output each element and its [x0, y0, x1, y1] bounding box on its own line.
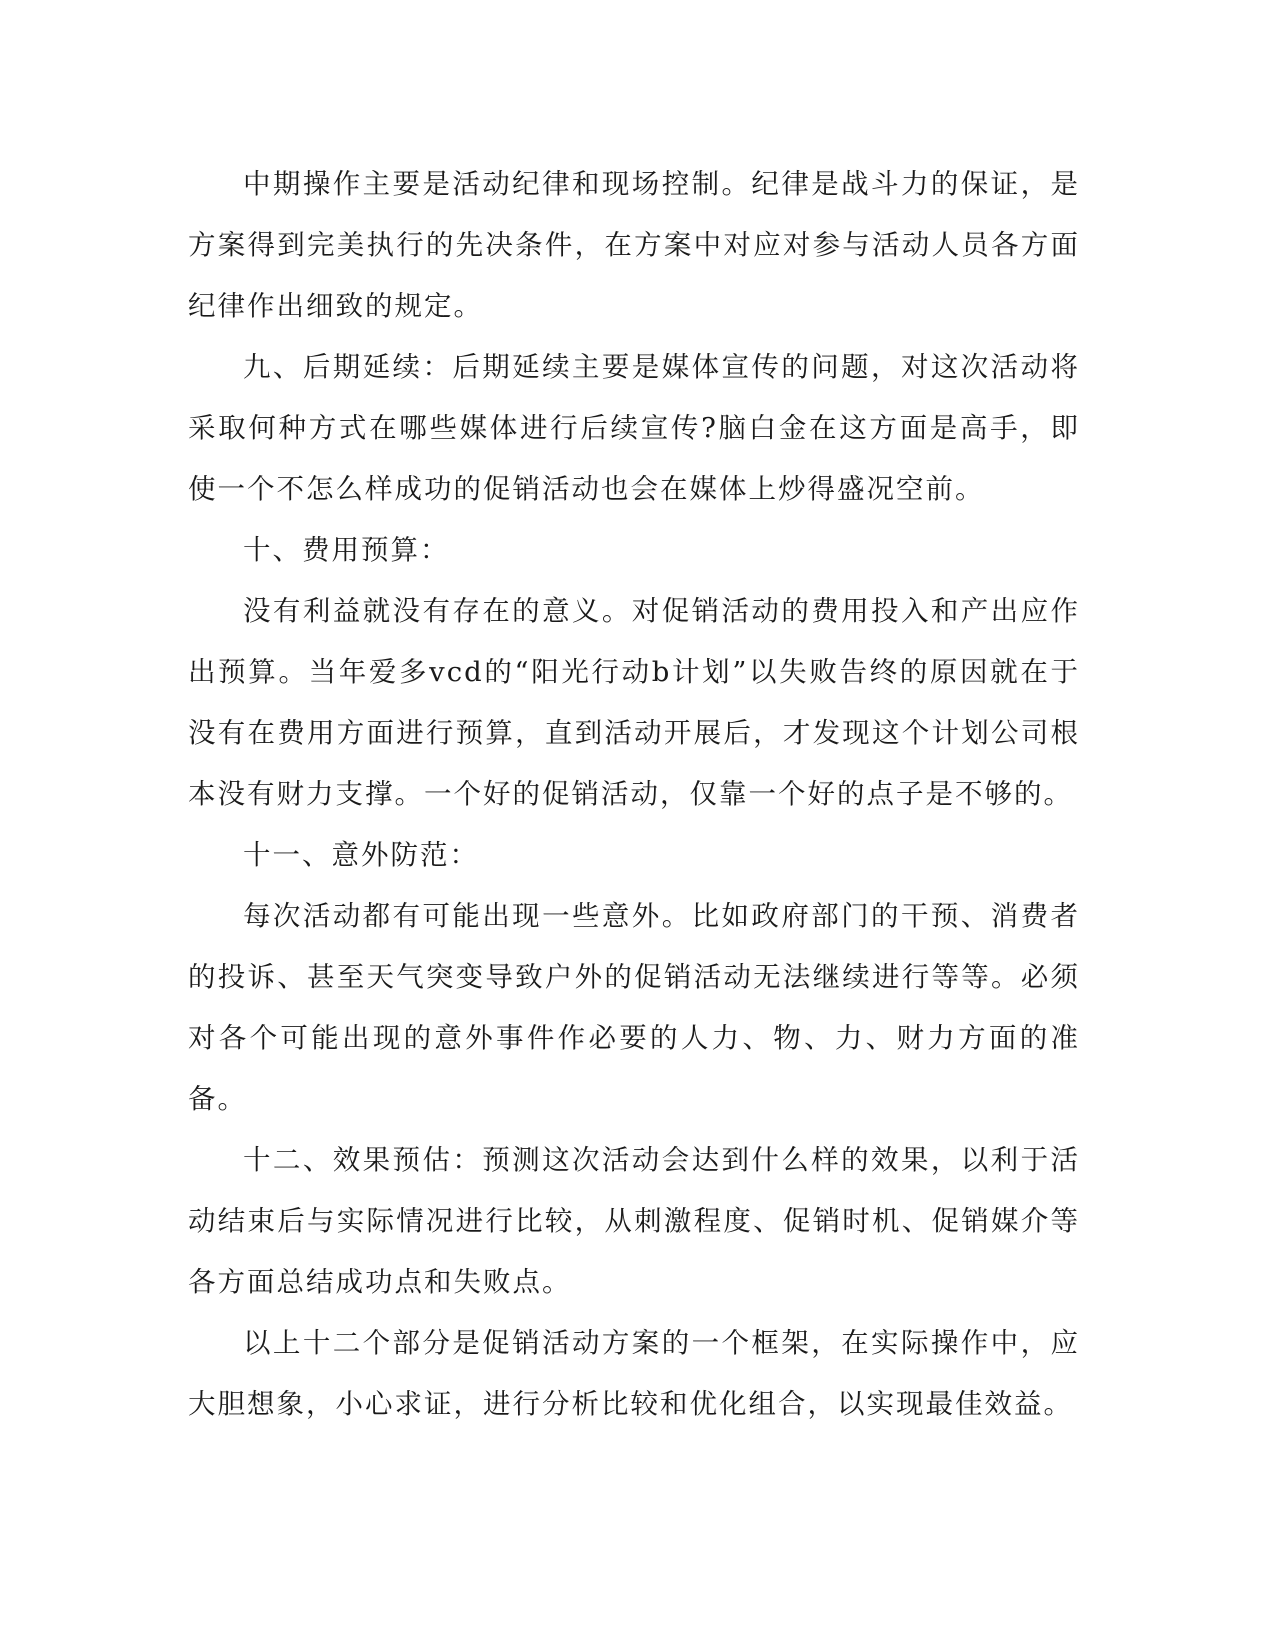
document-body — [188, 154, 1080, 1435]
paragraph-contingency: 每次活动都有可能出现一些意外。比如政府部门的干预、消费者的投诉、甚至天气突变导致户外的促销活动无法继续进行等等。必须对各个可能出现的意外事件作必要的人力、物、力、财力方面的准备。 — [188, 900, 1080, 1115]
paragraph-mid-operation: 中期操作主要是活动纪律和现场控制。纪律是战斗力的保证，是方案得到完美执行的先决条件，在方案中对应对参与活动人员各方面纪律作出细致的规定。 — [188, 168, 1080, 322]
heading-budget: 十、费用预算： — [243, 534, 450, 566]
heading-contingency: 十一、意外防范： — [243, 839, 479, 871]
paragraph-conclusion: 以上十二个部分是促销活动方案的一个框架，在实际操作中，应大胆想象，小心求证，进行分析比较和优化组合，以实现最佳效益。 — [188, 1327, 1080, 1420]
paragraph-budget: 没有利益就没有存在的意义。对促销活动的费用投入和产出应作出预算。当年爱多vcd的“阳光行动b计划”以失败告终的原因就在于没有在费用方面进行预算，直到活动开展后，才发现这个计划公司根本没有财力支撑。一个好的促销活动，仅靠一个好的点子是不够的。 — [188, 595, 1080, 810]
paragraph-follow-up: 九、后期延续：后期延续主要是媒体宣传的问题，对这次活动将采取何种方式在哪些媒体进行后续宣传?脑白金在这方面是高手，即使一个不怎么样成功的促销活动也会在媒体上炒得盛况空前。 — [188, 351, 1080, 505]
paragraph-effect-estimate: 十二、效果预估：预测这次活动会达到什么样的效果，以利于活动结束后与实际情况进行比较，从刺激程度、促销时机、促销媒介等各方面总结成功点和失败点。 — [188, 1144, 1080, 1298]
